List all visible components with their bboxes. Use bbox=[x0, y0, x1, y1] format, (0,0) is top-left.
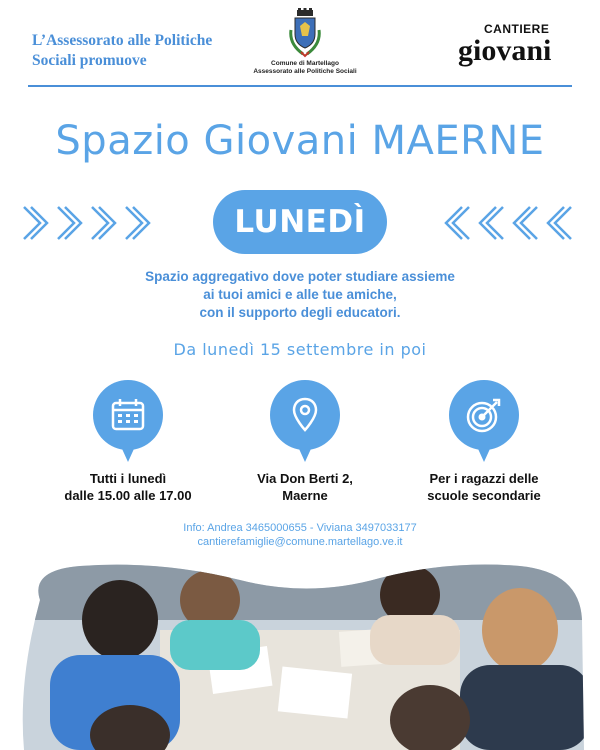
description bbox=[100, 268, 500, 322]
contact-info bbox=[0, 521, 600, 549]
day-pill: LUNEDÌ bbox=[213, 190, 387, 254]
location-pin-icon bbox=[285, 395, 325, 435]
start-date: Da lunedì 15 settembre in poi bbox=[173, 340, 427, 359]
location-line-1: Via Don Berti 2, bbox=[257, 471, 353, 486]
schedule-text bbox=[38, 470, 218, 504]
page-title: Spazio Giovani MAERNE bbox=[55, 118, 545, 164]
cantiere-logo-bottom: giovani bbox=[458, 34, 552, 67]
students-photo bbox=[10, 560, 590, 750]
chevrons-right-icon bbox=[20, 203, 160, 243]
promoter-text bbox=[32, 31, 262, 71]
municipal-crest-icon bbox=[288, 8, 322, 58]
cantiere-logo-top: CANTIERE bbox=[484, 22, 550, 36]
schedule-column bbox=[38, 380, 218, 504]
location-column bbox=[215, 380, 395, 504]
header-divider bbox=[28, 85, 572, 87]
schedule-line-2: dalle 15.00 alle 17.00 bbox=[64, 488, 192, 503]
description-line-2: ai tuoi amici e alle tue amiche, bbox=[203, 287, 397, 302]
promo-line-1: L’Assessorato alle Politiche bbox=[32, 32, 213, 49]
comune-line-1: Comune di Martellago bbox=[271, 60, 339, 67]
location-pin bbox=[270, 380, 340, 464]
audience-text bbox=[394, 470, 574, 504]
contact-phones: Info: Andrea 3465000655 - Viviana 3497033177 bbox=[183, 522, 417, 534]
comune-label bbox=[240, 60, 370, 76]
audience-line-1: Per i ragazzi delle bbox=[429, 471, 539, 486]
header bbox=[0, 0, 600, 86]
schedule-line-1: Tutti i lunedì bbox=[89, 471, 167, 486]
contact-email: cantierefamiglie@comune.martellago.ve.it bbox=[197, 536, 403, 548]
calendar-icon bbox=[108, 395, 148, 435]
description-line-1: Spazio aggregativo dove poter studiare assieme bbox=[145, 269, 455, 284]
audience-column bbox=[394, 380, 574, 504]
description-line-3: con il supporto degli educatori. bbox=[199, 305, 401, 320]
location-line-2: Maerne bbox=[282, 488, 328, 503]
comune-line-2: Assessorato alle Politiche Sociali bbox=[253, 68, 357, 75]
schedule-pin bbox=[93, 380, 163, 464]
target-icon bbox=[464, 395, 504, 435]
audience-pin bbox=[449, 380, 519, 464]
audience-line-2: scuole secondarie bbox=[427, 488, 541, 503]
chevrons-left-icon bbox=[442, 203, 582, 243]
location-text bbox=[215, 470, 395, 504]
promo-line-2: Sociali promuove bbox=[32, 52, 147, 69]
